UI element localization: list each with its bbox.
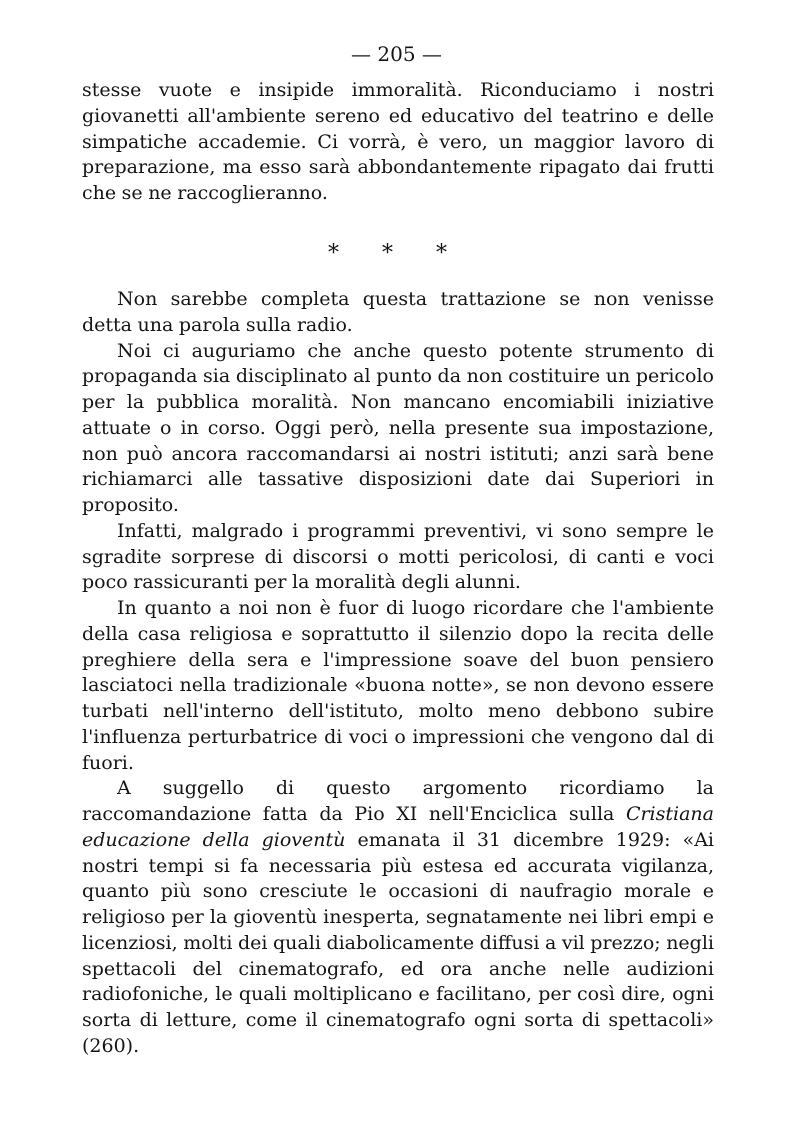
encyclical-title: Cristiana educazione della gioventù (82, 803, 714, 851)
continuation-section (82, 78, 714, 207)
encyclical-quote: emanata il 31 dicembre 1929: «Ai nostri tempi si fa necessaria più estesa ed accurata vigilanza, quanto più sono cresciute le occasioni di naufragio morale e religioso per la gioventù inesperta, segnatamente nei libri empi e licenziosi, molti dei quali diabolicamente diffusi a vil prezzo; negli spettacoli del cinematografo, ed ora anche nelle audizioni radiofoniche, le quali moltiplicano e facilitano, per così dire, ogni sorta di letture, come il cinematografo ogni sorta di spettacoli» (260). (82, 828, 714, 1057)
paragraph-radio-propaganda: Noi ci auguriamo che anche questo potente strumento di propaganda sia disciplinato al punto da non costituire un pericolo per la pubblica moralità. Non mancano encomiabili iniziative attuate o in corso. Oggi però, nella presente sua impostazione, non può ancora raccomandarsi ai nostri istituti; anzi sarà bene richiamarci alle tassative disposizioni date dai Superiori in proposito. (82, 339, 714, 516)
encyclical-text-before: A suggello di questo argomento ricordiamo la raccomandazione fatta da Pio XI nell'Enciclica sulla (82, 777, 714, 825)
paragraph-radio-intro: Non sarebbe completa questa trattazione se non venisse detta una parola sulla radio. (82, 288, 714, 336)
continuation-paragraph: stesse vuote e insipide immoralità. Riconduciamo i nostri giovanetti all'ambiente sereno ed educativo del teatrino e delle simpatiche accademie. Ci vorrà, è vero, un maggior lavoro di preparazione, ma esso sarà abbondantemente ripagato dai frutti che se ne raccoglieranno. (82, 79, 714, 204)
radio-section (82, 287, 714, 1060)
page-number: — 205 — (351, 42, 442, 66)
paragraph-radio-surprises: Infatti, malgrado i programmi preventivi, vi sono sempre le sgradite sorprese di discorsi o motti pericolosi, di canti e voci poco rassicuranti per la moralità degli alunni. (82, 519, 714, 594)
paragraph-encyclical (82, 776, 714, 1059)
paragraph-religious-house: In quanto a noi non è fuor di luogo ricordare che l'ambiente della casa religiosa e soprattutto il silenzio dopo la recita delle preghiere della sera e l'impressione soave del buon pensiero lasciatoci nella tradizionale «buona notte», se non devono essere turbati nell'interno dell'istituto, molto meno debbono subire l'influenza perturbatrice di voci o impressioni che vengono dal di fuori. (82, 597, 714, 774)
section-separator: * * * (328, 241, 465, 266)
